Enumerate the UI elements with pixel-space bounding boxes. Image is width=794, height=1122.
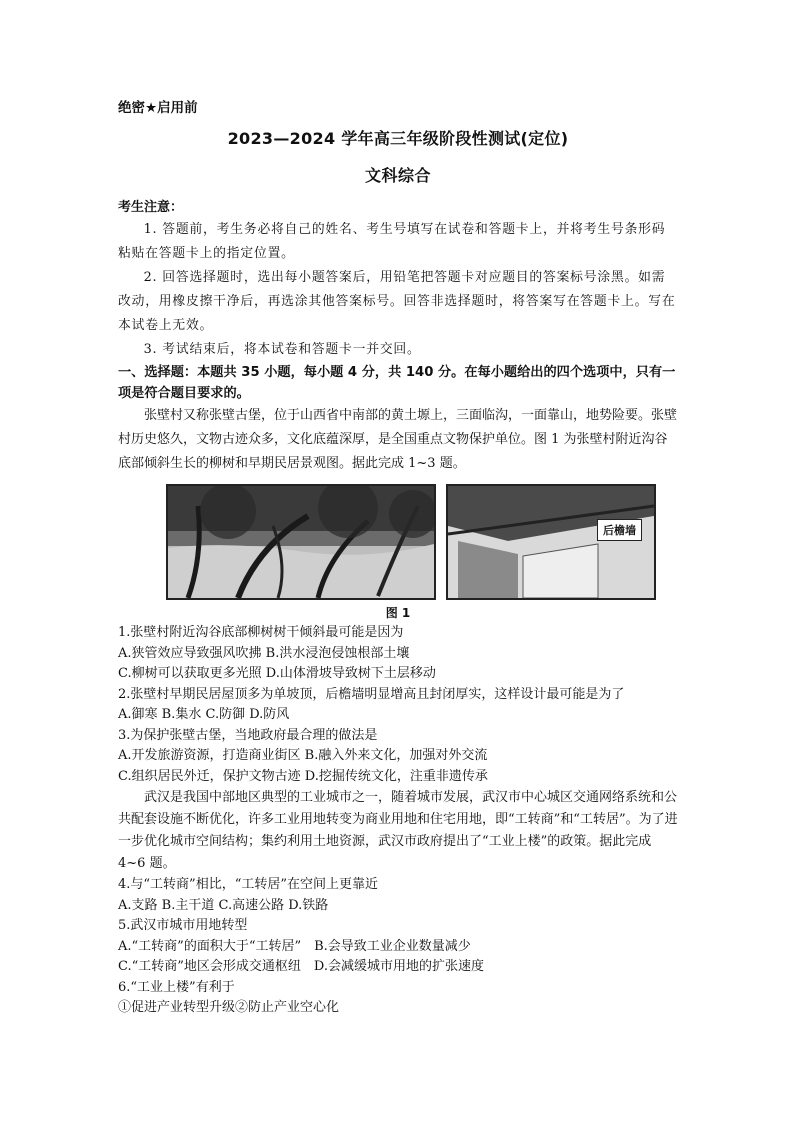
questions-1-3 — [118, 623, 678, 787]
exam-title: 2023—2024 学年高三年级阶段性测试(定位) — [227, 129, 569, 148]
question-line: A.支路 B.主干道 C.高速公路 D.铁路 — [118, 897, 329, 913]
section-heading: 一、选择题：本题共 35 小题，每小题 4 分，共 140 分。在每小题给出的四个选项中，只有一项是符合题目要求的。 — [118, 365, 676, 401]
question-line: C.柳树可以获取更多光照 D.山体滑坡导致树下土层移动 — [118, 666, 436, 681]
passage-1: 张壁村又称张壁古堡，位于山西省中南部的黄土塬上，三面临沟，一面靠山，地势险要。张壁村历史悠久，文物古迹众多，文化底蕴深厚，是全国重点文物保护单位。图 1 为张壁村附近沟谷底部倾斜生长的柳树和早期民居景观图。据此完成 1~3 题。 — [118, 408, 678, 471]
questions-4-6 — [118, 875, 678, 1019]
notice-block — [118, 196, 678, 362]
question-line: C.“工转商”地区会形成交通枢纽 D.会减缓城市用地的扩张速度 — [118, 959, 484, 974]
old-dwelling-photo — [446, 484, 656, 600]
question-line: A.“工转商”的面积大于“工转居” B.会导致工业企业数量减少 — [118, 938, 471, 954]
secret-mark: 绝密★启用前 — [118, 100, 198, 116]
question-line: 2.张壁村早期民居屋顶多为单坡顶，后檐墙明显增高且封闭厚实，这样设计最可能是为了 — [118, 686, 625, 702]
figure-1 — [166, 484, 656, 600]
notice-item: 3. 考试结束后，将本试卷和答题卡一并交回。 — [143, 342, 421, 357]
question-line: A.御寒 B.集水 C.防御 D.防风 — [118, 707, 290, 722]
passage-2: 武汉是我国中部地区典型的工业城市之一，随着城市发展，武汉市中心城区交通网络系统和公共配套设施不断优化，许多工业用地转变为商业用地和住宅用地，即“工转商”和“工转居”。为了进一步优化城市空间结构；集约利用土地资源，武汉市政府提出了“工业上楼”的政策。据此完成 4~6 题。 — [118, 790, 678, 871]
question-line: 3.为保护张壁古堡，当地政府最合理的做法是 — [118, 727, 378, 743]
notice-item: 1. 答题前，考生务必将自己的姓名、考生号填写在试卷和答题卡上，并将考生号条形码粘贴在答题卡上的指定位置。 — [118, 222, 666, 261]
notice-item: 2. 回答选择题时，选出每小题答案后，用铅笔把答题卡对应题目的答案标号涂黑。如需改动，用橡皮擦干净后，再选涂其他答案标号。回答非选择题时，将答案写在答题卡上。写在本试卷上无效。 — [118, 270, 676, 333]
question-line: 6.“工业上楼”有利于 — [118, 979, 235, 995]
question-line: A.狭管效应导致强风吹拂 B.洪水浸泡侵蚀根部土壤 — [118, 645, 410, 661]
question-line: C.组织居民外迁，保护文物古迹 D.挖掘传统文化，注重非遗传承 — [118, 768, 488, 784]
question-line: 1.张壁村附近沟谷底部柳树树干倾斜最可能是因为 — [118, 625, 404, 640]
question-line: 5.武汉市城市用地转型 — [118, 918, 248, 933]
rear-wall-label: 后檐墙 — [597, 519, 642, 541]
notice-heading: 考生注意： — [118, 200, 184, 215]
question-line: 4.与“工转商”相比，“工转居”在空间上更靠近 — [118, 877, 378, 892]
figure-caption: 图 1 — [385, 606, 411, 620]
exam-page — [118, 96, 678, 1019]
willow-tree-photo — [166, 484, 436, 600]
exam-subject: 文科综合 — [364, 166, 431, 185]
question-line: ①促进产业转型升级②防止产业空心化 — [118, 1000, 340, 1015]
question-line: A.开发旅游资源，打造商业街区 B.融入外来文化，加强对外交流 — [118, 748, 488, 763]
